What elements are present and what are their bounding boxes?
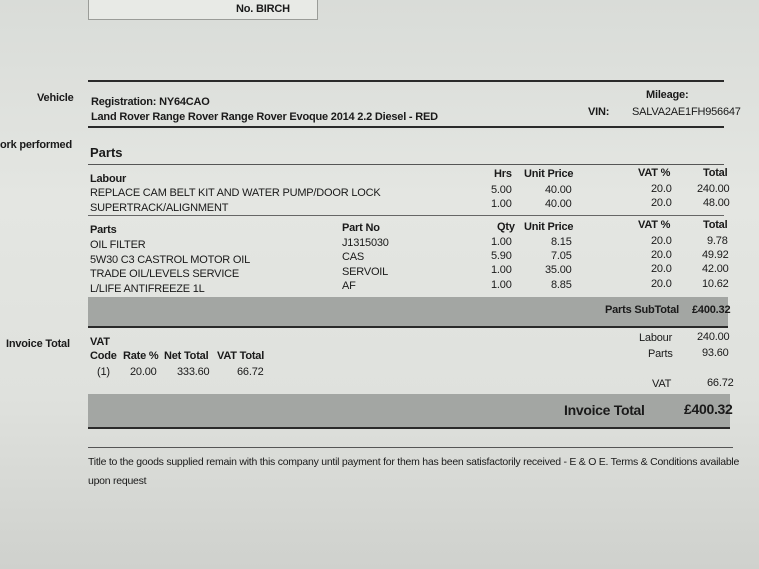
vat-col-net: Net Total: [164, 350, 209, 362]
labour-bottom-rule: [88, 215, 724, 216]
mileage-label: Mileage:: [646, 89, 689, 101]
invoice-total-label: Invoice Total: [564, 402, 645, 418]
vehicle-bottom-rule: [88, 126, 724, 128]
parts-row-unit: 7.05: [551, 250, 572, 262]
parts-row-part-no: AF: [342, 280, 356, 292]
section-label-invoice-total: Invoice Total: [6, 338, 70, 350]
parts-subtotal-value: £400.32: [692, 304, 731, 316]
section-label-work-performed: ork performed: [0, 139, 72, 151]
parts-col-part-no: Part No: [342, 222, 380, 234]
labour-row-total: 48.00: [703, 197, 730, 209]
parts-row-unit: 35.00: [545, 264, 572, 276]
parts-row-total: 9.78: [707, 235, 728, 247]
section-label-vehicle: Vehicle: [37, 92, 74, 104]
vat-col-code: Code: [90, 350, 117, 362]
parts-row-part-no: SERVOIL: [342, 266, 389, 278]
vat-row-vat-total: 66.72: [237, 366, 264, 378]
parts-subtotal-label: Parts SubTotal: [605, 304, 680, 316]
parts-row-total: 10.62: [702, 278, 729, 290]
labour-row-total: 240.00: [697, 183, 730, 195]
labour-row-hrs: 1.00: [491, 198, 512, 210]
vat-row-code: (1): [97, 366, 110, 378]
labour-col-total: Total: [703, 167, 728, 179]
invoice-total-value: £400.32: [684, 401, 733, 417]
parts-row-vat: 20.0: [651, 249, 672, 261]
labour-header: Labour: [90, 173, 127, 185]
parts-row-vat: 20.0: [651, 278, 672, 290]
vat-col-vat-total: VAT Total: [217, 350, 265, 362]
registration: Registration: NY64CAO: [91, 96, 210, 108]
vat-row-rate: 20.00: [130, 366, 157, 378]
vehicle-top-rule: [88, 80, 724, 82]
vehicle-description: Land Rover Range Rover Range Rover Evoque 2014 2.2 Diesel - RED: [91, 111, 438, 123]
parts-row-total: 42.00: [702, 263, 729, 275]
header-tab-text: No. BIRCH: [236, 3, 290, 15]
labour-row-vat: 20.0: [651, 183, 672, 195]
labour-row-desc: SUPERTRACK/ALIGNMENT: [90, 202, 229, 214]
parts-row-desc: OIL FILTER: [90, 239, 146, 251]
parts-col-qty: Qty: [497, 221, 515, 233]
footer-terms-line1: Title to the goods supplied remain with this company until payment for them has been satisfactorily received - E & O E. Terms & Conditions available: [88, 456, 740, 468]
parts-col-unit-price: Unit Price: [524, 221, 574, 233]
invoice-total-rule: [88, 427, 730, 429]
parts-title-rule: [88, 164, 724, 165]
parts-row-unit: 8.15: [551, 236, 572, 248]
parts-row-desc: TRADE OIL/LEVELS SERVICE: [90, 268, 240, 280]
parts-row-qty: 1.00: [491, 279, 512, 291]
labour-col-hrs: Hrs: [494, 168, 512, 180]
parts-row-qty: 1.00: [491, 236, 512, 248]
parts-row-vat: 20.0: [651, 235, 672, 247]
parts-row-part-no: J1315030: [342, 237, 389, 249]
parts-header: Parts: [90, 224, 117, 236]
vat-title: VAT: [90, 336, 110, 348]
labour-row-unit: 40.00: [545, 198, 572, 210]
parts-subtotal-rule: [88, 326, 728, 328]
vin-value: SALVA2AE1FH956647: [632, 106, 741, 118]
summary-parts-label: Parts: [648, 348, 673, 360]
labour-col-vat: VAT %: [638, 167, 671, 179]
footer-top-rule: [88, 447, 733, 448]
vat-col-rate: Rate %: [123, 350, 159, 362]
parts-col-vat: VAT %: [638, 219, 671, 231]
labour-row-vat: 20.0: [651, 197, 672, 209]
labour-col-unit-price: Unit Price: [524, 168, 574, 180]
parts-row-part-no: CAS: [342, 251, 365, 263]
parts-row-total: 49.92: [702, 249, 729, 261]
labour-row-desc: REPLACE CAM BELT KIT AND WATER PUMP/DOOR LOCK: [90, 187, 381, 199]
summary-labour-value: 240.00: [697, 331, 730, 343]
labour-row-hrs: 5.00: [491, 184, 512, 196]
parts-title: Parts: [90, 145, 123, 160]
parts-row-qty: 5.90: [491, 250, 512, 262]
parts-row-unit: 8.85: [551, 279, 572, 291]
footer-terms-line2: upon request: [88, 475, 147, 487]
summary-labour-label: Labour: [639, 332, 673, 344]
parts-row-vat: 20.0: [651, 263, 672, 275]
parts-row-desc: L/LIFE ANTIFREEZE 1L: [90, 283, 205, 295]
parts-col-total: Total: [703, 219, 728, 231]
parts-row-desc: 5W30 C3 CASTROL MOTOR OIL: [90, 254, 251, 266]
labour-row-unit: 40.00: [545, 184, 572, 196]
parts-row-qty: 1.00: [491, 264, 512, 276]
summary-parts-value: 93.60: [702, 347, 729, 359]
summary-vat-label: VAT: [652, 378, 672, 390]
vat-row-net: 333.60: [177, 366, 210, 378]
summary-vat-value: 66.72: [707, 377, 734, 389]
vin-label: VIN:: [588, 106, 610, 118]
